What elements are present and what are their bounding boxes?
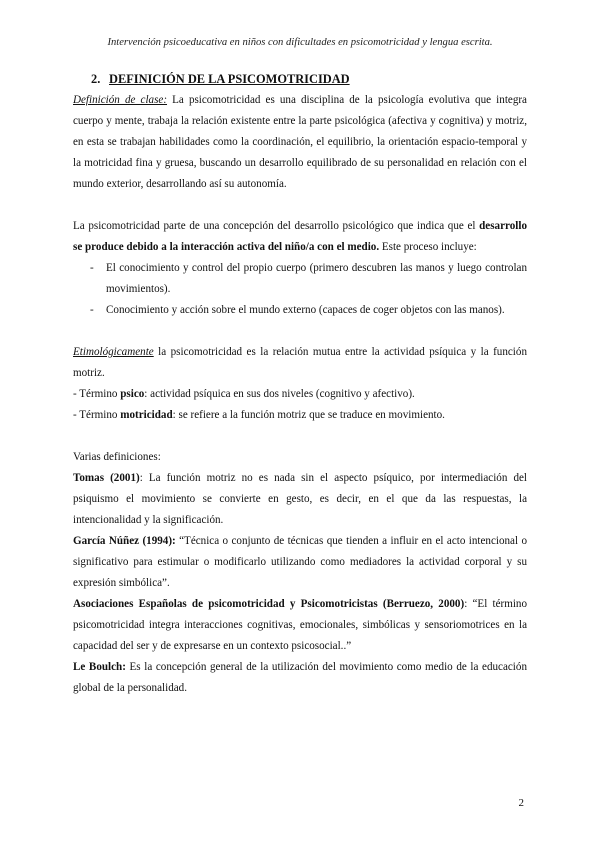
process-list bbox=[73, 258, 527, 321]
definition-entry bbox=[73, 531, 527, 594]
definitions-intro: Varias definiciones: bbox=[73, 451, 161, 463]
paragraph-development bbox=[73, 216, 527, 258]
running-header: Intervención psicoeducativa en niños con dificultades en psicomotricidad y lengua escrita. bbox=[107, 37, 493, 48]
term-line bbox=[73, 405, 527, 426]
paragraph-etymology bbox=[73, 342, 527, 384]
definition-entry-text: Es la concepción general de la utilización del movimiento como medio de la educación global de la personalidad. bbox=[73, 661, 527, 694]
definition-entry bbox=[73, 468, 527, 531]
page-content bbox=[73, 70, 527, 699]
definition-label: Definición de clase: bbox=[73, 94, 168, 106]
term-desc: : actividad psíquica en sus dos niveles (cognitivo y afectivo). bbox=[144, 388, 415, 400]
definition-entry bbox=[73, 657, 527, 699]
definition-entry bbox=[73, 594, 527, 657]
definition-entry-text: : La función motriz no es nada sin el aspecto psíquico, por intermediación del psiquismo el movimiento se convierte en gesto, es decir, en el que da las respuestas, la intencionalidad y la significación. bbox=[73, 472, 527, 526]
term-desc: : se refiere a la función motriz que se traduce en movimiento. bbox=[172, 409, 445, 421]
etymology-text: la psicomotricidad es la relación mutua entre la actividad psíquica y la función motriz. bbox=[73, 346, 527, 379]
definition-text: La psicomotricidad es una disciplina de la psicología evolutiva que integra cuerpo y mente, trabaja la relación existente entre la parte psicológica (afectiva y cognitiva) y motriz, en esta se trabajan habilidades como la coordinación, el equilibrio, la orientación espacio-temporal y la motricidad fina y gruesa, buscando un desarrollo equilibrado de su personalidad en relación con el mundo exterior, desarrollando así su autonomía. bbox=[73, 94, 527, 190]
development-bold: desarrollo se produce debido a la interacción activa del niño/a con el medio. bbox=[73, 220, 527, 253]
list-dash: - bbox=[90, 262, 94, 274]
page-number: 2 bbox=[518, 797, 524, 809]
etymology-label: Etimológicamente bbox=[73, 346, 154, 358]
definition-author: Tomas (2001) bbox=[73, 472, 140, 484]
term-prefix: - Término bbox=[73, 388, 121, 400]
section-number: 2. bbox=[91, 72, 101, 86]
term-motricidad: motricidad bbox=[120, 409, 173, 421]
list-item-text: El conocimiento y control del propio cuerpo (primero descubren las manos y luego controlan movimientos). bbox=[106, 262, 527, 295]
term-prefix: - Término bbox=[73, 409, 121, 421]
term-psico: psico bbox=[120, 388, 145, 400]
list-dash: - bbox=[90, 304, 94, 316]
list-item bbox=[73, 300, 527, 321]
definition-entry-text: : “El término psicomotricidad integra interacciones cognitivas, emocionales, simbólicas y sensoriomotrices en la capacidad del ser y de expresarse en un contexto psicosocial..” bbox=[73, 598, 527, 652]
section-title: DEFINICIÓN DE LA PSICOMOTRICIDAD bbox=[109, 72, 350, 86]
paragraph-definition bbox=[73, 90, 527, 195]
definition-author: Asociaciones Españolas de psicomotricidad y Psicomotricistas (Berruezo, 2000) bbox=[73, 598, 465, 610]
definition-entry-text: “Técnica o conjunto de técnicas que tienden a influir en el acto intencional o significativo para estimular o modificarlo utilizando como mediadores la actividad corporal y su expresión simbólica”. bbox=[73, 535, 527, 589]
definition-author: García Núñez (1994): bbox=[73, 535, 176, 547]
list-item-text: Conocimiento y acción sobre el mundo externo (capaces de coger objetos con las manos). bbox=[106, 304, 505, 316]
development-text-a: La psicomotricidad parte de una concepción del desarrollo psicológico que indica que el bbox=[73, 220, 480, 232]
list-item bbox=[73, 258, 527, 300]
development-text-b: Este proceso incluye: bbox=[379, 241, 477, 253]
term-line bbox=[73, 384, 527, 405]
definition-author: Le Boulch: bbox=[73, 661, 126, 673]
section-heading bbox=[91, 70, 527, 89]
